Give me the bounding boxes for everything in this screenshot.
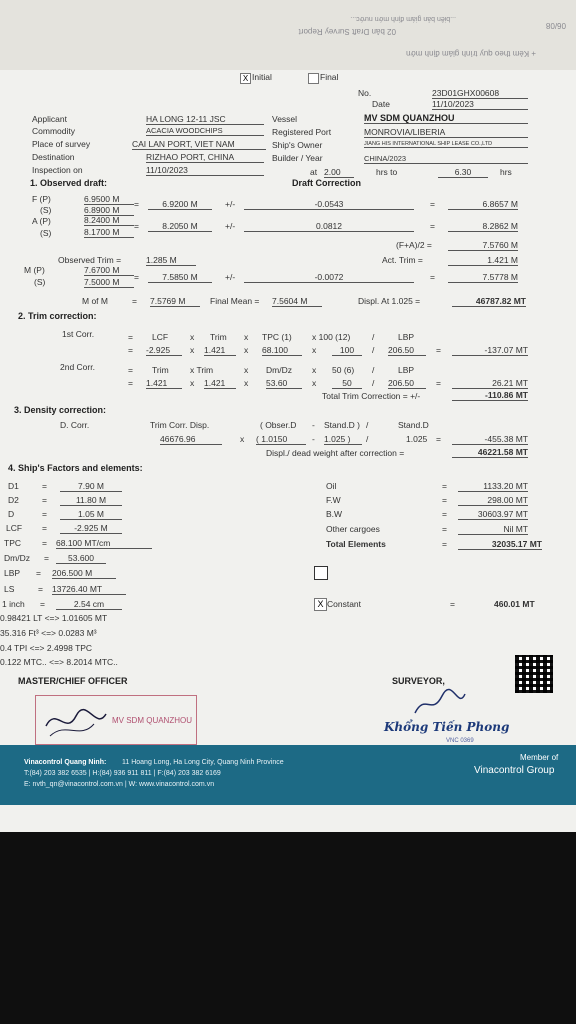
obser-value: ( 1.0150 <box>256 434 306 445</box>
dmdz-value: 53.600 <box>56 553 106 564</box>
m-mean: 7.5850 M <box>148 272 212 283</box>
final-label: Final <box>320 72 339 82</box>
other-cargoes-label: Other cargoes <box>326 524 380 534</box>
after-correction-value: 46221.58 MT <box>452 447 528 458</box>
density-title: 3. Density correction: <box>14 405 107 415</box>
a-pm: +/- <box>225 221 236 231</box>
f-eq2: = <box>430 199 435 209</box>
r4-trim2: 1.421 <box>204 378 236 389</box>
fp-value: 6.9500 M <box>84 194 134 205</box>
lcf-value: -2.925 M <box>60 523 122 534</box>
displ-value: 46787.82 MT <box>452 296 526 307</box>
d2-label: D2 <box>8 495 19 505</box>
fs-label: (S) <box>40 205 52 215</box>
eq-r3: = <box>128 365 133 375</box>
m-correction: -0.0072 <box>244 272 414 283</box>
d2-value: 11.80 M <box>60 495 122 506</box>
applicant-value: HA LONG 12-11 JSC <box>146 114 264 125</box>
r3-trim: Trim <box>152 365 169 375</box>
ls-label: LS <box>4 584 15 594</box>
as-label: (S) <box>40 228 52 238</box>
r3-50: 50 (6) <box>332 365 355 375</box>
m-result: 7.5778 M <box>448 272 518 283</box>
act-trim-label: Act. Trim = <box>382 255 423 265</box>
r1-lbp: LBP <box>398 332 415 342</box>
lbp-eq: = <box>36 568 41 578</box>
a-correction: 0.0812 <box>244 221 414 232</box>
as-value: 8.1700 M <box>84 227 134 238</box>
first-corr-result: -137.07 MT <box>452 345 528 356</box>
density-slash-top: / <box>366 420 369 430</box>
f-result: 6.8657 M <box>448 199 518 210</box>
conversion-ft3: 35.316 Ft³ <=> 0.0283 M³ <box>0 628 97 638</box>
mofm-label: M of M <box>82 296 108 306</box>
after-correction-label: Displ./ dead weight after correction = <box>266 448 405 458</box>
d-eq: = <box>42 509 47 519</box>
r4-50: 50 <box>332 378 362 389</box>
vessel-label: Vessel <box>272 114 298 124</box>
r4-eq: = <box>436 378 441 388</box>
trim-corr-disp-label: Trim Corr. Disp. <box>150 420 210 430</box>
r3-slash: / <box>372 365 375 375</box>
owner-value: JIANG HIS INTERNATIONAL SHIP LEASE CO.,LTD <box>364 141 528 148</box>
factors-title: 4. Ship's Factors and elements: <box>8 463 143 473</box>
date-label: Date <box>372 99 390 109</box>
ms-value: 7.5000 M <box>84 277 134 288</box>
mp-label: M (P) <box>24 265 45 275</box>
f-correction: -0.0543 <box>244 199 414 210</box>
r2-lcf: -2.925 <box>146 345 182 356</box>
flap-date: 06/08 <box>545 21 566 30</box>
stamp-text: MV SDM QUANZHOU <box>112 716 192 725</box>
m-pm: +/- <box>225 272 236 282</box>
total-trim-value: -110.86 MT <box>452 390 528 401</box>
r1-x1: x <box>190 332 195 342</box>
lcf-label: LCF <box>6 523 23 533</box>
d2-eq: = <box>42 495 47 505</box>
ls-eq: = <box>38 584 43 594</box>
density-slash: / <box>366 434 369 444</box>
constant-label: Constant <box>327 599 362 609</box>
r2-100: 100 <box>332 345 362 356</box>
bw-eq: = <box>442 509 447 519</box>
a-eq: = <box>134 221 139 231</box>
r2-slash: / <box>372 345 375 355</box>
surveyor-label: SURVEYOR, <box>392 676 445 686</box>
r3-dmdz: Dm/Dz <box>266 365 292 375</box>
place-label: Place of survey <box>32 139 91 149</box>
fp-label: F (P) <box>32 194 51 204</box>
r2-tpc: 68.100 <box>262 345 302 356</box>
ms-label: (S) <box>34 277 46 287</box>
ship-stamp <box>35 695 197 745</box>
fs-value: 6.8900 M <box>84 205 134 216</box>
total-elements-value: 32035.17 MT <box>458 539 542 550</box>
no-label: No. <box>358 88 372 98</box>
footer-bar <box>0 745 576 805</box>
commodity-value: ACACIA WOODCHIPS <box>146 126 264 136</box>
a-result: 8.2862 M <box>448 221 518 232</box>
fw-value: 298.00 MT <box>458 495 528 506</box>
d-value: 1.05 M <box>60 509 122 520</box>
footer-group: Vinacontrol Group <box>474 765 555 776</box>
displ-label: Displ. At 1.025 = <box>358 296 421 306</box>
fw-eq: = <box>442 495 447 505</box>
surveyor-signature <box>410 688 470 718</box>
stand-label: Stand.D ) <box>324 420 360 430</box>
ap-label: A (P) <box>32 216 51 226</box>
surveyor-code: VNC 0369 <box>446 738 474 744</box>
place-value: CAI LAN PORT, VIET NAM <box>132 139 266 150</box>
tpc-value: 68.100 MT/cm <box>56 538 152 549</box>
final-checkbox <box>308 73 319 84</box>
r2-eq: = <box>436 345 441 355</box>
first-corr-label: 1st Corr. <box>62 329 95 339</box>
flap-line-3: ...biên bản giám định mớn nước... <box>350 15 456 22</box>
r4-x1: x <box>190 378 195 388</box>
r2-lbp: 206.50 <box>388 345 426 356</box>
standd-value: 1.025 <box>406 434 428 444</box>
r4-dmdz: 53.60 <box>266 378 302 389</box>
r4-slash: / <box>372 378 375 388</box>
f-pm: +/- <box>225 199 236 209</box>
r1-slash: / <box>372 332 375 342</box>
d1-eq: = <box>42 481 47 491</box>
constant-value: 460.01 MT <box>494 599 535 609</box>
r1-trim: Trim <box>210 332 227 342</box>
tpc-eq: = <box>42 538 47 548</box>
oil-label: Oil <box>326 481 337 491</box>
trim-correction-title: 2. Trim correction: <box>18 311 97 321</box>
footer-contact: E: nvth_qn@vinacontrol.com.vn | W: www.vinacontrol.com.vn <box>24 781 215 788</box>
r4-x2: x <box>244 378 249 388</box>
r2-trim: 1.421 <box>204 345 236 356</box>
inspection-label: Inspection on <box>32 165 83 175</box>
r1-x2: x <box>244 332 249 342</box>
r3-lbp: LBP <box>398 365 415 375</box>
oil-value: 1133.20 MT <box>458 481 528 492</box>
observed-trim-label: Observed Trim = <box>58 255 122 265</box>
draft-correction-title: Draft Correction <box>292 178 362 188</box>
d1-value: 7.90 M <box>60 481 122 492</box>
builder-label: Builder / Year <box>272 153 323 163</box>
initial-label: Initial <box>252 72 272 82</box>
second-corr-result: 26.21 MT <box>452 378 528 389</box>
inspection-value: 11/10/2023 <box>146 165 264 176</box>
conversion-lt: 0.98421 LT <=> 1.01605 MT <box>0 613 108 623</box>
constant-eq: = <box>450 599 455 609</box>
d1-label: D1 <box>8 481 19 491</box>
fa2-value: 7.5760 M <box>448 240 518 251</box>
r4-trim: 1.421 <box>146 378 182 389</box>
constant-checkbox: X <box>314 598 327 611</box>
top-flap <box>0 0 576 70</box>
eq-r1: = <box>128 332 133 342</box>
r3-x2: x <box>312 365 317 375</box>
obser-label: ( Obser.D <box>260 420 297 430</box>
dmdz-label: Dm/Dz <box>4 553 30 563</box>
tpc-label: TPC <box>4 538 21 548</box>
density-minus: - <box>312 434 315 444</box>
other-cargoes-value: Nil MT <box>458 524 528 535</box>
conversion-tpi: 0.4 TPI <=> 2.4998 TPC <box>0 643 93 653</box>
r3-x: x <box>244 365 249 375</box>
r4-x3: x <box>312 378 317 388</box>
r2-x2: x <box>244 345 249 355</box>
final-mean-value: 7.5604 M <box>272 296 322 307</box>
r2-x1: x <box>190 345 195 355</box>
vessel-value: MV SDM QUANZHOU <box>364 113 528 124</box>
dark-background <box>0 832 576 1024</box>
r4-lbp: 206.50 <box>388 378 426 389</box>
flap-line-2: 02 bản Draft Survey Report <box>298 27 396 36</box>
blank-checkbox <box>314 566 328 580</box>
stand-value: 1.025 ) <box>324 434 362 445</box>
r1-lcf: LCF <box>152 332 169 342</box>
footer-phones: T:(84) 203 382 6535 | H:(84) 936 911 811 | F:(84) 203 382 6169 <box>24 770 221 777</box>
d-label: D <box>8 509 15 519</box>
mofm-eq: = <box>132 296 137 306</box>
at-label: at <box>310 167 318 177</box>
a-eq2: = <box>430 221 435 231</box>
applicant-label: Applicant <box>32 114 67 124</box>
bw-value: 30603.97 MT <box>458 509 528 520</box>
act-trim-value: 1.421 M <box>448 255 518 266</box>
density-eq: = <box>436 434 441 444</box>
commodity-label: Commodity <box>32 126 75 136</box>
r2-x3: x <box>312 345 317 355</box>
ls-value: 13726.40 MT <box>52 584 126 595</box>
hrs-label: hrs <box>500 167 512 177</box>
at-value: 2.00 <box>324 167 354 178</box>
qr-code-icon <box>515 655 553 693</box>
destination-value: RIZHAO PORT, CHINA <box>146 152 264 163</box>
port-label: Registered Port <box>272 127 332 137</box>
d-corr-label: D. Corr. <box>60 420 90 430</box>
report-date: 11/10/2023 <box>432 99 528 110</box>
master-officer-label: MASTER/CHIEF OFFICER <box>18 676 128 686</box>
observed-draft-title: 1. Observed draft: <box>30 178 108 188</box>
eq-r2: = <box>128 345 133 355</box>
a-mean: 8.2050 M <box>148 221 212 232</box>
fa2-label: (F+A)/2 = <box>396 240 432 250</box>
lbp-label: LBP <box>4 568 21 578</box>
eq-r4: = <box>128 378 133 388</box>
inch-eq: = <box>40 599 45 609</box>
r3-xtrim: x Trim <box>190 365 214 375</box>
destination-label: Destination <box>32 152 75 162</box>
total-eq: = <box>442 539 447 549</box>
footer-member: Member of <box>520 753 559 762</box>
lbp-value: 206.500 M <box>52 568 116 579</box>
total-elements-label: Total Elements <box>326 539 386 549</box>
density-result: -455.38 MT <box>452 434 528 445</box>
footer-address: 11 Hoang Long, Ha Long City, Quang Ninh Province <box>122 759 284 766</box>
final-mean-label: Final Mean = <box>210 296 260 306</box>
observed-trim-value: 1.285 M <box>146 255 196 266</box>
owner-label: Ship's Owner <box>272 140 323 150</box>
m-eq: = <box>134 272 139 282</box>
other-eq: = <box>442 524 447 534</box>
m-eq2: = <box>430 272 435 282</box>
oil-eq: = <box>442 481 447 491</box>
total-trim-label: Total Trim Correction = +/- <box>322 391 421 401</box>
f-mean: 6.9200 M <box>148 199 212 210</box>
report-number: 23D01GHX00608 <box>432 88 528 99</box>
mofm-value: 7.5769 M <box>150 296 200 307</box>
hrs-to-label: hrs to <box>376 167 398 177</box>
f-eq: = <box>134 199 139 209</box>
initial-checkbox: X <box>240 73 251 84</box>
footer-branch: Vinacontrol Quang Ninh: <box>24 759 107 766</box>
r1-x100: x 100 (12) <box>312 332 351 342</box>
flap-line-1: + Kèm theo quy trình giám định mớn <box>406 49 536 58</box>
ap-value: 8.2400 M <box>84 215 134 226</box>
r1-tpc: TPC (1) <box>262 332 292 342</box>
density-x: x <box>240 434 245 444</box>
standd-label: Stand.D <box>398 420 429 430</box>
bw-label: B.W <box>326 509 343 519</box>
dmdz-eq: = <box>44 553 49 563</box>
port-value: MONROVIA/LIBERIA <box>364 127 528 138</box>
trim-corr-disp-value: 46676.96 <box>160 434 222 445</box>
fw-label: F.W <box>326 495 341 505</box>
density-minus-top: - <box>312 420 315 430</box>
hrs-to-value: 6.30 <box>438 167 488 178</box>
second-corr-label: 2nd Corr. <box>60 362 95 372</box>
mp-value: 7.6700 M <box>84 265 134 276</box>
conversion-mtc: 0.122 MTC.. <=> 8.2014 MTC.. <box>0 657 118 667</box>
inch-value: 2.54 cm <box>56 599 122 610</box>
builder-value: CHINA/2023 <box>364 154 528 164</box>
surveyor-name: Khổng Tiến Phong <box>384 720 510 734</box>
inch-label: 1 inch <box>2 599 25 609</box>
lcf-eq: = <box>42 523 47 533</box>
